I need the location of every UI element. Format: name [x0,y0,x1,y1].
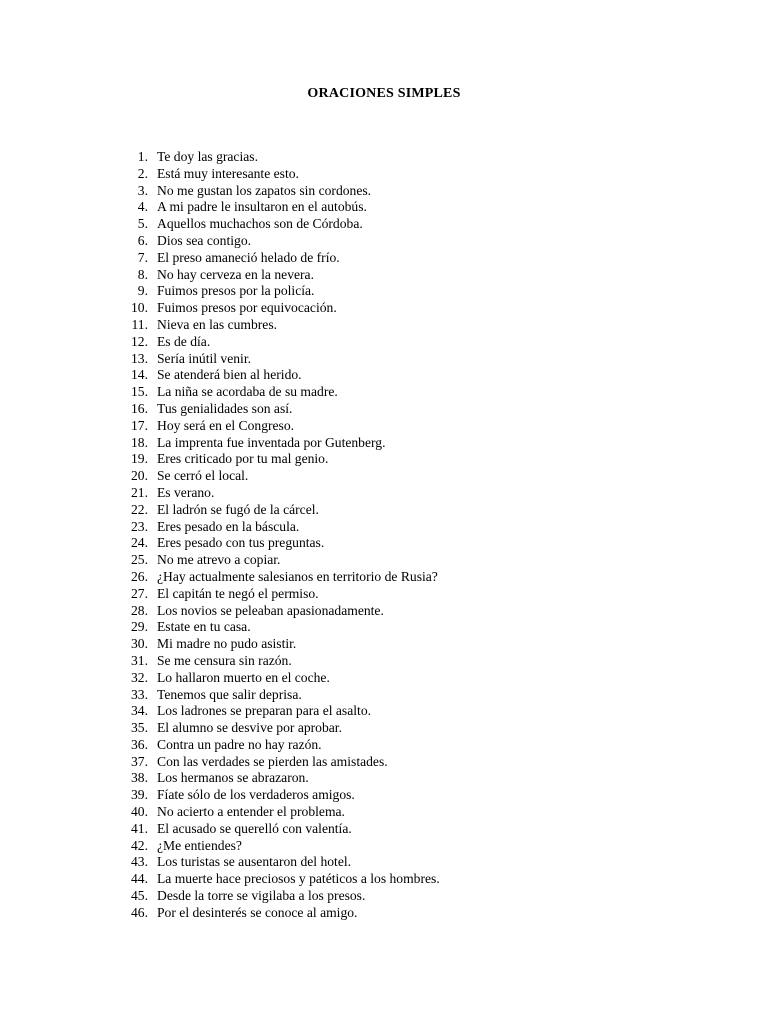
item-number: 12. [131,333,148,349]
item-number: 44. [131,871,148,887]
item-text: El acusado se querelló con valentía. [157,820,352,836]
sentence-list [0,149,768,922]
item-number: 32. [131,669,148,685]
item-text: No acierto a entender el problema. [157,804,345,820]
list-item [0,804,768,821]
item-text: Eres criticado por tu mal genio. [157,451,329,467]
list-item [0,603,768,620]
item-number: 9. [137,283,148,299]
list-item [0,199,768,216]
list-item [0,367,768,384]
list-item [0,519,768,536]
item-text: Hoy será en el Congreso. [157,417,295,433]
item-text: Tus genialidades son así. [157,400,293,416]
item-number: 13. [131,350,148,366]
item-text: La muerte hace preciosos y patéticos a los hombres. [157,871,440,887]
item-number: 36. [131,736,148,752]
item-number: 45. [131,888,148,904]
list-item [0,838,768,855]
list-item [0,451,768,468]
item-text: Mi madre no pudo asistir. [157,636,297,652]
item-number: 4. [137,199,148,215]
list-item [0,334,768,351]
item-text: Los ladrones se preparan para el asalto. [157,703,372,719]
item-text: Tenemos que salir deprisa. [157,686,302,702]
item-number: 30. [131,636,148,652]
item-text: Los novios se peleaban apasionadamente. [157,602,384,618]
item-number: 43. [131,854,148,870]
list-item [0,905,768,922]
item-number: 27. [131,585,148,601]
list-item [0,636,768,653]
list-item [0,485,768,502]
item-text: Con las verdades se pierden las amistades. [157,753,388,769]
item-text: El capitán te negó el permiso. [157,585,319,601]
list-item [0,737,768,754]
list-item [0,569,768,586]
item-text: A mi padre le insultaron en el autobús. [157,199,367,215]
list-item [0,619,768,636]
item-number: 19. [131,451,148,467]
item-text: No me gustan los zapatos sin cordones. [157,182,372,198]
item-number: 10. [131,300,148,316]
list-item [0,586,768,603]
list-item [0,149,768,166]
item-text: El preso amaneció helado de frío. [157,249,340,265]
list-item [0,888,768,905]
list-item [0,351,768,368]
list-item [0,535,768,552]
item-text: La imprenta fue inventada por Gutenberg. [157,434,386,450]
list-item [0,754,768,771]
item-number: 8. [137,266,148,282]
item-text: Contra un padre no hay razón. [157,736,322,752]
item-text: No me atrevo a copiar. [157,552,281,568]
item-number: 25. [131,552,148,568]
item-number: 33. [131,686,148,702]
item-number: 22. [131,501,148,517]
list-item [0,687,768,704]
item-number: 3. [137,182,148,198]
item-text: Es verano. [157,484,215,500]
list-item [0,183,768,200]
item-text: Fuimos presos por equivocación. [157,300,337,316]
item-number: 46. [131,904,148,920]
item-number: 31. [131,652,148,668]
list-item [0,720,768,737]
item-number: 16. [131,400,148,416]
list-item [0,384,768,401]
list-item [0,854,768,871]
item-text: Sería inútil venir. [157,350,252,366]
list-item [0,300,768,317]
item-text: Desde la torre se vigilaba a los presos. [157,888,366,904]
list-item [0,468,768,485]
item-text: No hay cerveza en la nevera. [157,266,314,282]
list-item [0,787,768,804]
item-text: El alumno se desvive por aprobar. [157,720,342,736]
list-item [0,871,768,888]
list-item [0,401,768,418]
item-text: Los hermanos se abrazaron. [157,770,309,786]
item-number: 26. [131,568,148,584]
list-item [0,216,768,233]
item-text: La niña se acordaba de su madre. [157,384,338,400]
item-number: 41. [131,820,148,836]
item-number: 17. [131,417,148,433]
item-text: Estate en tu casa. [157,619,251,635]
item-number: 1. [137,149,148,164]
item-text: Es de día. [157,333,211,349]
list-item [0,703,768,720]
item-number: 42. [131,837,148,853]
item-number: 5. [137,216,148,232]
list-item [0,267,768,284]
item-number: 24. [131,535,148,551]
list-item [0,653,768,670]
item-number: 23. [131,518,148,534]
item-number: 7. [137,249,148,265]
item-text: Se me censura sin razón. [157,652,292,668]
page-title: ORACIONES SIMPLES [307,86,461,101]
item-number: 37. [131,753,148,769]
item-number: 38. [131,770,148,786]
list-item [0,435,768,452]
item-number: 21. [131,484,148,500]
item-number: 34. [131,703,148,719]
item-text: Lo hallaron muerto en el coche. [157,669,330,685]
list-item [0,233,768,250]
item-number: 2. [137,165,148,181]
item-text: Por el desinterés se conoce al amigo. [157,904,358,920]
item-number: 28. [131,602,148,618]
item-text: Fíate sólo de los verdaderos amigos. [157,787,355,803]
item-text: Se atenderá bien al herido. [157,367,302,383]
item-number: 15. [131,384,148,400]
item-number: 18. [131,434,148,450]
item-number: 20. [131,468,148,484]
item-text: Te doy las gracias. [157,149,258,164]
item-text: Fuimos presos por la policía. [157,283,315,299]
item-number: 11. [131,316,148,332]
list-item [0,250,768,267]
item-text: Está muy interesante esto. [157,165,299,181]
item-number: 40. [131,804,148,820]
item-text: Eres pesado en la báscula. [157,518,300,534]
item-text: El ladrón se fugó de la cárcel. [157,501,319,517]
item-text: Aquellos muchachos son de Córdoba. [157,216,363,232]
item-text: ¿Hay actualmente salesianos en territorio de Rusia? [157,568,438,584]
item-number: 6. [137,232,148,248]
item-text: Dios sea contigo. [157,232,252,248]
item-number: 29. [131,619,148,635]
list-item [0,283,768,300]
item-number: 35. [131,720,148,736]
item-text: Los turistas se ausentaron del hotel. [157,854,352,870]
list-item [0,821,768,838]
item-text: Eres pesado con tus preguntas. [157,535,325,551]
list-item [0,770,768,787]
list-item [0,418,768,435]
item-number: 39. [131,787,148,803]
list-item [0,166,768,183]
item-text: ¿Me entiendes? [157,837,242,853]
item-number: 14. [131,367,148,383]
list-item [0,502,768,519]
item-text: Nieva en las cumbres. [157,316,278,332]
item-text: Se cerró el local. [157,468,249,484]
list-item [0,317,768,334]
list-item [0,670,768,687]
list-item [0,552,768,569]
